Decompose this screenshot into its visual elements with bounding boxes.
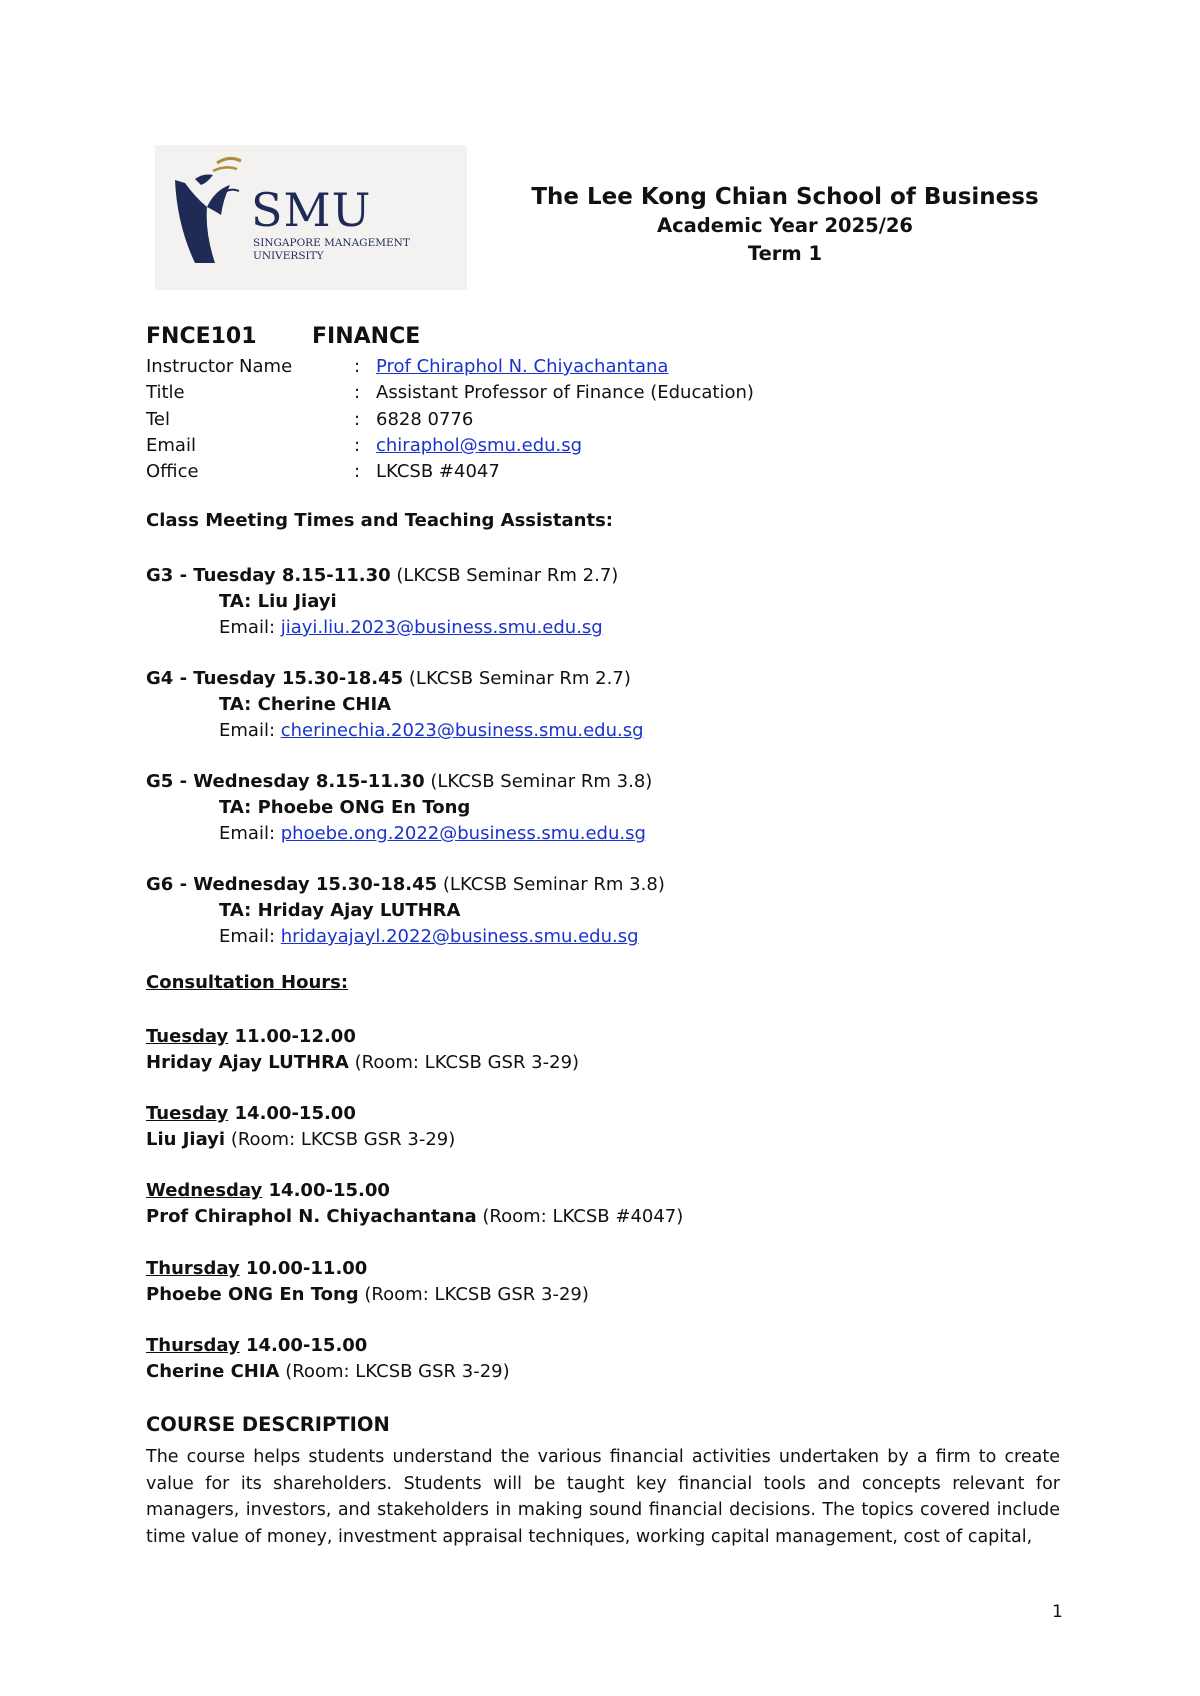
consult-person: Liu Jiayi [146, 1129, 226, 1150]
consult-day: Wednesday [146, 1180, 263, 1201]
consult-person: Prof Chiraphol N. Chiyachantana [146, 1206, 477, 1227]
ta-email-link[interactable]: cherinechia.2023@business.smu.edu.sg [280, 720, 644, 741]
consult-room: (Room: LKCSB GSR 3-29) [358, 1284, 589, 1305]
info-row [146, 354, 754, 380]
ta-email-link[interactable]: phoebe.ong.2022@business.smu.edu.sg [280, 823, 646, 844]
consult-time: 14.00-15.00 [228, 1103, 356, 1124]
consultation-slot [146, 1333, 510, 1385]
consult-day: Tuesday [146, 1026, 229, 1047]
group-session: G3 - Tuesday 8.15-11.30 [146, 565, 391, 586]
group-session: G4 - Tuesday 15.30-18.45 [146, 668, 404, 689]
consult-person: Cherine CHIA [146, 1361, 280, 1382]
logo-subtitle [253, 237, 410, 263]
info-colon: : [354, 382, 361, 404]
consult-time: 10.00-11.00 [239, 1258, 368, 1279]
instructor-name-link[interactable]: Prof Chiraphol N. Chiyachantana [376, 356, 669, 377]
logo-subtitle-line2: UNIVERSITY [253, 250, 324, 262]
consult-room: (Room: LKCSB #4047) [476, 1206, 684, 1227]
consult-person: Phoebe ONG En Tong [146, 1284, 359, 1305]
academic-year: Academic Year 2025/26 [657, 214, 913, 237]
info-colon: : [354, 461, 361, 483]
info-row [146, 407, 754, 433]
smu-logo [155, 145, 467, 290]
consult-time: 11.00-12.00 [228, 1026, 356, 1047]
email-label: Email: [219, 926, 281, 947]
email-label: Email: [219, 617, 281, 638]
term: Term 1 [747, 242, 823, 265]
class-times-heading: Class Meeting Times and Teaching Assistants: [146, 510, 613, 531]
info-value: 6828 0776 [376, 408, 474, 430]
consult-day: Tuesday [146, 1103, 229, 1124]
consultation-slot [146, 1256, 589, 1308]
ta-email-link[interactable]: hridayajayl.2022@business.smu.edu.sg [280, 926, 639, 947]
info-row [146, 433, 754, 459]
instructor-info [146, 354, 754, 485]
group-session: G5 - Wednesday 8.15-11.30 [146, 771, 425, 792]
consultation-slot [146, 1178, 683, 1230]
group-room: (LKCSB Seminar Rm 3.8) [437, 874, 665, 895]
instructor-email-link[interactable]: chiraphol@smu.edu.sg [376, 434, 583, 456]
consult-room: (Room: LKCSB GSR 3-29) [279, 1361, 510, 1382]
consult-time: 14.00-15.00 [239, 1335, 368, 1356]
course-title [146, 324, 420, 349]
class-group [146, 666, 644, 744]
email-label: Email: [219, 823, 281, 844]
consult-person: Hriday Ajay LUTHRA [146, 1052, 349, 1073]
class-group [146, 872, 665, 950]
info-row [146, 459, 754, 485]
group-ta: TA: Cherine CHIA [219, 694, 392, 715]
logo-name: SMU [251, 183, 372, 237]
info-colon: : [354, 408, 361, 430]
page-number: 1 [1052, 1602, 1063, 1622]
email-label: Email: [219, 720, 281, 741]
course-description: The course helps students understand the various financial activities undertaken by a firm to create value for its shareholders. Students will be taught key financial tools and concepts relevant for managers, investors, and stakeholders in making sound financial decisions. The topics covered include time value of money, investment appraisal techniques, working capital management, cost of capital, [146, 1447, 1060, 1547]
consultation-slot [146, 1024, 579, 1076]
consult-day: Thursday [146, 1258, 240, 1279]
course-description-heading: COURSE DESCRIPTION [146, 1413, 390, 1436]
consultation-slot [146, 1101, 455, 1153]
info-colon: : [354, 356, 361, 377]
info-value: Assistant Professor of Finance (Education) [376, 382, 754, 404]
group-ta: TA: Phoebe ONG En Tong [219, 797, 471, 818]
consult-room: (Room: LKCSB GSR 3-29) [348, 1052, 580, 1073]
info-row [146, 380, 754, 406]
class-group [146, 563, 618, 641]
info-value: LKCSB #4047 [376, 461, 500, 483]
group-session: G6 - Wednesday 15.30-18.45 [146, 874, 438, 895]
info-label: Office [146, 461, 199, 483]
document-header [480, 182, 1090, 268]
group-ta: TA: Hriday Ajay LUTHRA [219, 900, 461, 921]
class-group [146, 769, 652, 847]
info-label: Email [146, 434, 196, 456]
consult-room: (Room: LKCSB GSR 3-29) [225, 1129, 456, 1150]
group-ta: TA: Liu Jiayi [219, 591, 337, 612]
group-room: (LKCSB Seminar Rm 3.8) [424, 771, 653, 792]
info-label: Title [146, 382, 185, 404]
consultation-heading: Consultation Hours: [146, 972, 349, 993]
logo-subtitle-line1: SINGAPORE MANAGEMENT [253, 237, 410, 249]
group-room: (LKCSB Seminar Rm 2.7) [390, 565, 619, 586]
info-label: Instructor Name [146, 356, 293, 377]
ta-email-link[interactable]: jiayi.liu.2023@business.smu.edu.sg [280, 617, 603, 638]
consult-time: 14.00-15.00 [262, 1180, 390, 1201]
course-code: FNCE101 [146, 324, 257, 349]
course-name: FINANCE [312, 324, 421, 349]
school-name: The Lee Kong Chian School of Business [531, 184, 1039, 210]
group-room: (LKCSB Seminar Rm 2.7) [403, 668, 631, 689]
info-colon: : [354, 434, 361, 456]
consult-day: Thursday [146, 1335, 240, 1356]
info-label: Tel [146, 408, 171, 430]
